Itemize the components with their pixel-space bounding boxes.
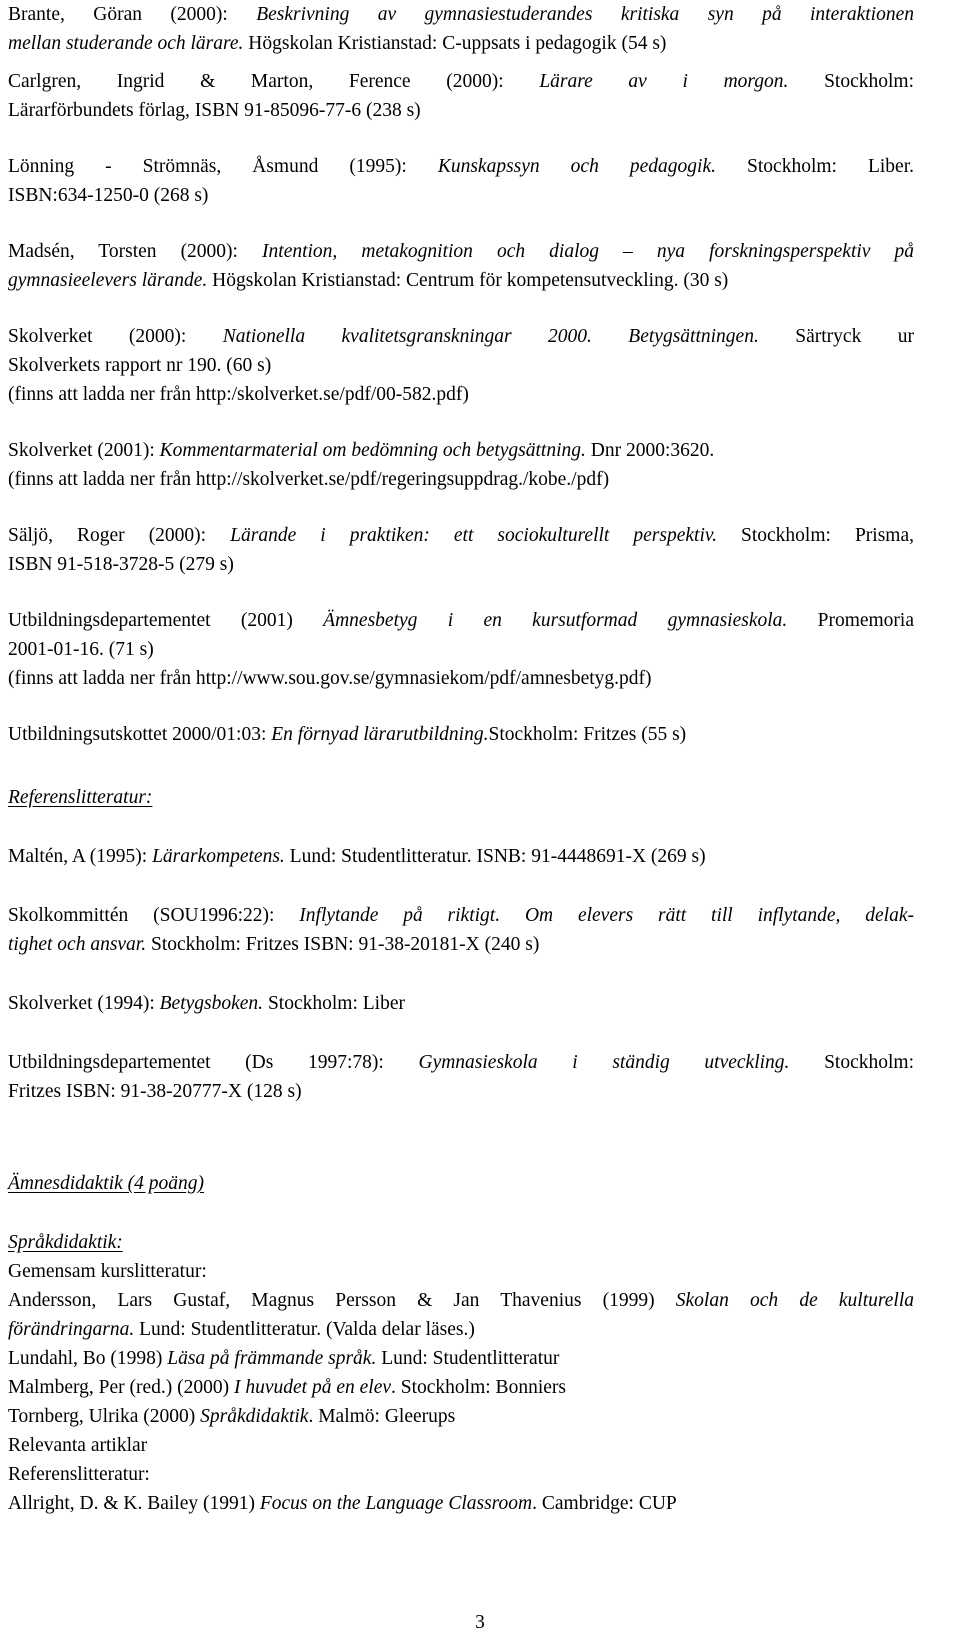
ref-author: Utbildningsdepartementet (Ds 1997:78): <box>8 1052 419 1073</box>
ref-author: Lönning - Strömnäs, Åsmund (1995): <box>8 156 438 177</box>
referenslitteratur-label: Referenslitteratur: <box>8 1464 150 1485</box>
ref-publisher: . Cambridge: CUP <box>532 1493 677 1514</box>
ref-line <box>8 181 914 210</box>
reference-malten <box>8 842 914 871</box>
ref-publisher: Stockholm: Liber. <box>715 156 915 177</box>
reference-utbildningsdepartementet-ds <box>8 1048 914 1106</box>
ref-title: Betygsboken. <box>159 993 264 1014</box>
ref-line <box>8 930 914 959</box>
ref-publisher: . Malmö: Gleerups <box>308 1406 456 1427</box>
document-page <box>8 0 914 1518</box>
reference-utbildningsdepartementet-2001 <box>8 606 914 693</box>
ref-isbn: ISBN:634-1250-0 (268 s) <box>8 185 209 206</box>
ref-line <box>8 606 914 635</box>
ref-line <box>8 720 914 749</box>
ref-line <box>8 322 914 351</box>
ref-title: Focus on the Language Classroom <box>259 1493 533 1514</box>
ref-line <box>8 664 914 693</box>
ref-download-note: (finns att ladda ner från http:/skolverket.se/pdf/00-582.pdf) <box>8 384 469 405</box>
ref-title: Intention, metakognition och dialog – nya forskningsperspektiv på <box>262 241 915 262</box>
ref-author: Brante, Göran (2000): <box>8 4 257 25</box>
ref-line <box>8 550 914 579</box>
ref-title: Språkdidaktik <box>200 1406 309 1427</box>
ref-title: förändringarna. <box>8 1319 135 1340</box>
ref-publisher: 2001-01-16. (71 s) <box>8 639 154 660</box>
ref-author: Allright, D. & K. Bailey (1991) <box>8 1493 260 1514</box>
ref-line <box>8 237 914 266</box>
ref-publisher: Stockholm: Fritzes (55 s) <box>488 724 687 745</box>
ref-line <box>8 465 914 494</box>
reference-skolverket-1994 <box>8 989 914 1018</box>
ref-line <box>8 521 914 550</box>
ref-publisher: Stockholm: <box>788 71 914 92</box>
ref-line <box>8 1077 914 1106</box>
ref-publisher: Promemoria <box>787 610 914 631</box>
ref-isbn: ISBN 91-518-3728-5 (279 s) <box>8 554 234 575</box>
ref-title: Nationella kvalitetsgranskningar 2000. Betygsättningen. <box>222 326 759 347</box>
ref-author: Maltén, A (1995): <box>8 846 153 867</box>
reference-brante <box>8 0 914 58</box>
amnesdidaktik-heading: Ämnesdidaktik (4 poäng) <box>8 1173 205 1194</box>
referenslitteratur-heading: Referenslitteratur: <box>8 787 153 808</box>
ref-download-note: (finns att ladda ner från http://www.sou.gov.se/gymnasiekom/pdf/amnesbetyg.pdf) <box>8 668 652 689</box>
reference-malmberg <box>8 1373 914 1402</box>
reference-tornberg <box>8 1402 914 1431</box>
ref-publisher: Stockholm: Prisma, <box>716 525 914 546</box>
ref-title: Ämnesbetyg i en kursutformad gymnasieskola. <box>323 610 788 631</box>
ref-line <box>8 842 914 871</box>
ref-line <box>8 1286 914 1315</box>
ref-author: Skolverket (2001): <box>8 440 160 461</box>
ref-title: En förnyad lärarutbildning. <box>271 724 489 745</box>
ref-publisher: Högskolan Kristianstad: Centrum för kompetensutveckling. (30 s) <box>207 270 729 291</box>
ref-publisher: Lund: Studentlitteratur. (Valda delar läses.) <box>134 1319 475 1340</box>
reference-carlgren <box>8 67 914 125</box>
ref-line <box>8 1048 914 1077</box>
page-number: 3 <box>475 1612 485 1633</box>
ref-author: Säljö, Roger (2000): <box>8 525 231 546</box>
ref-line <box>8 1315 914 1344</box>
ref-title: Skolan och de kulturella <box>675 1290 914 1311</box>
relevanta-artiklar-label: Relevanta artiklar <box>8 1435 148 1456</box>
ref-publisher: Stockholm: Liber <box>263 993 405 1014</box>
ref-publisher: Högskolan Kristianstad: C-uppsats i pedagogik (54 s) <box>243 33 667 54</box>
ref-line <box>8 901 914 930</box>
reference-skolverket-2000 <box>8 322 914 409</box>
ref-author: Lundahl, Bo (1998) <box>8 1348 168 1369</box>
ref-author: Skolverket (1994): <box>8 993 160 1014</box>
ref-title: Läsa på främmande språk. <box>167 1348 377 1369</box>
ref-publisher: Lärarförbundets förlag, ISBN 91-85096-77-6 (238 s) <box>8 100 421 121</box>
ref-title: Inflytande på riktigt. Om elevers rätt till inflytande, delak- <box>299 905 914 926</box>
ref-publisher: Stockholm: <box>789 1052 915 1073</box>
ref-author: Utbildningsdepartementet (2001) <box>8 610 324 631</box>
ref-title: Gymnasieskola i ständig utveckling. <box>418 1052 790 1073</box>
ref-publisher: Skolverkets rapport nr 190. (60 s) <box>8 355 272 376</box>
reference-utbildningsutskottet <box>8 720 914 749</box>
ref-line <box>8 635 914 664</box>
ref-title: Kommentarmaterial om bedömning och betygsättning. <box>159 440 586 461</box>
ref-line <box>8 0 914 29</box>
ref-title: Lärare av i morgon. <box>539 71 789 92</box>
reference-andersson <box>8 1286 914 1344</box>
reference-lonning <box>8 152 914 210</box>
ref-publisher: Lund: Studentlitteratur <box>376 1348 560 1369</box>
ref-isbn: Fritzes ISBN: 91-38-20777-X (128 s) <box>8 1081 302 1102</box>
ref-author: Carlgren, Ingrid & Marton, Ference (2000): <box>8 71 540 92</box>
ref-author: Tornberg, Ulrika (2000) <box>8 1406 201 1427</box>
ref-title: I huvudet på en elev <box>234 1377 392 1398</box>
reference-madsen <box>8 237 914 295</box>
ref-title: mellan studerande och lärare. <box>8 33 244 54</box>
gemensam-kurslitteratur-label: Gemensam kurslitteratur: <box>8 1261 207 1282</box>
ref-publisher: Lund: Studentlitteratur. ISNB: 91-4448691-X (269 s) <box>284 846 706 867</box>
ref-publisher: Stockholm: Fritzes ISBN: 91-38-20181-X (240 s) <box>146 934 540 955</box>
ref-publisher: Dnr 2000:3620. <box>585 440 715 461</box>
ref-author: Malmberg, Per (red.) (2000) <box>8 1377 234 1398</box>
ref-title: tighet och ansvar. <box>8 934 147 955</box>
reference-allright <box>8 1489 914 1518</box>
ref-line <box>8 351 914 380</box>
ref-download-note: (finns att ladda ner från http://skolverket.se/pdf/regeringsuppdrag./kobe./pdf) <box>8 469 610 490</box>
ref-line <box>8 380 914 409</box>
ref-line <box>8 67 914 96</box>
ref-line <box>8 266 914 295</box>
ref-line <box>8 989 914 1018</box>
ref-line <box>8 29 914 58</box>
ref-title: Lärarkompetens. <box>152 846 285 867</box>
ref-publisher: Särtryck ur <box>758 326 914 347</box>
ref-publisher: . Stockholm: Bonniers <box>391 1377 566 1398</box>
ref-author: Andersson, Lars Gustaf, Magnus Persson & Jan Thavenius (1999) <box>8 1290 676 1311</box>
ref-author: Skolverket (2000): <box>8 326 223 347</box>
reference-lundahl <box>8 1344 914 1373</box>
reference-saljo <box>8 521 914 579</box>
ref-author: Madsén, Torsten (2000): <box>8 241 263 262</box>
ref-title: Lärande i praktiken: ett sociokulturellt perspektiv. <box>230 525 717 546</box>
sprakdidaktik-heading: Språkdidaktik: <box>8 1232 123 1253</box>
ref-line <box>8 96 914 125</box>
reference-skolverket-2001 <box>8 436 914 494</box>
ref-line <box>8 152 914 181</box>
ref-author: Skolkommittén (SOU1996:22): <box>8 905 300 926</box>
ref-line <box>8 436 914 465</box>
reference-skolkommitten <box>8 901 914 959</box>
ref-title: gymnasieelevers lärande. <box>8 270 208 291</box>
ref-title: Beskrivning av gymnasiestuderandes kritiska syn på interaktionen <box>256 4 914 25</box>
ref-author: Utbildningsutskottet 2000/01:03: <box>8 724 272 745</box>
ref-title: Kunskapssyn och pedagogik. <box>437 156 716 177</box>
